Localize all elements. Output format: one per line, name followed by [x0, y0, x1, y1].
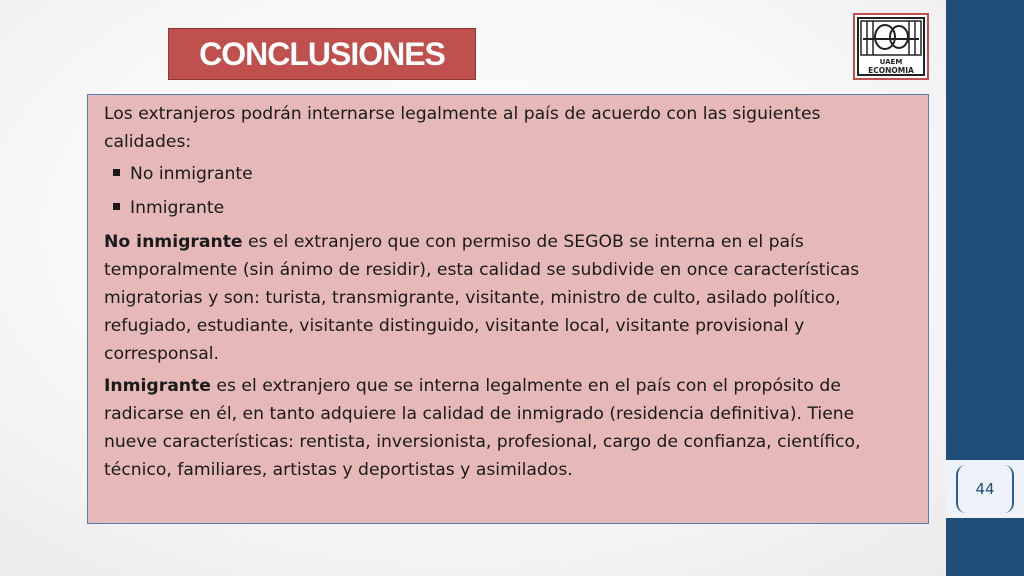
bullet-label: No inmigrante [130, 164, 253, 184]
page-number: 44 [975, 480, 995, 498]
no-inmigrante-text: es el extranjero que con permiso de SEGOB se interna en el país temporalmente (sin ánimo de residir), esta calidad se subdivide en once características migratorias y son: turista, transmigrante, visitante, ministro de culto, asilado político, refugiado, estudiante, visitante distinguido, visitante local, visitante provisional y corresponsal. [104, 232, 860, 364]
no-inmigrante-term: No inmigrante [104, 232, 243, 252]
square-bullet-icon [113, 203, 120, 210]
slide-title: CONCLUSIONES [199, 35, 445, 72]
inmigrante-text: es el extranjero que se interna legalmente en el país con el propósito de radicarse en él, en tanto adquiere la calidad de inmigrado (residencia definitiva). Tiene nueve características: rentista, inversionista, profesional, cargo de confianza, científico, técnico, familiares, artistas y deportistas y asimilados. [104, 376, 861, 480]
logo-line2: ECONOMIA [868, 66, 914, 75]
content-box [87, 94, 929, 524]
bullet-item-no-inmigrante [104, 160, 906, 188]
inmigrante-term: Inmigrante [104, 376, 211, 396]
logo-graphic [855, 15, 927, 78]
bullet-item-inmigrante [104, 194, 906, 222]
square-bullet-icon [113, 169, 120, 176]
no-inmigrante-paragraph [104, 228, 906, 368]
inmigrante-paragraph [104, 372, 906, 484]
logo-line1: UAEM [879, 58, 903, 66]
uaem-economia-logo [853, 13, 929, 80]
intro-paragraph: Los extranjeros podrán internarse legalmente al país de acuerdo con las siguientes calidades: [104, 104, 821, 152]
bullet-label: Inmigrante [130, 198, 225, 218]
title-box [168, 28, 476, 80]
